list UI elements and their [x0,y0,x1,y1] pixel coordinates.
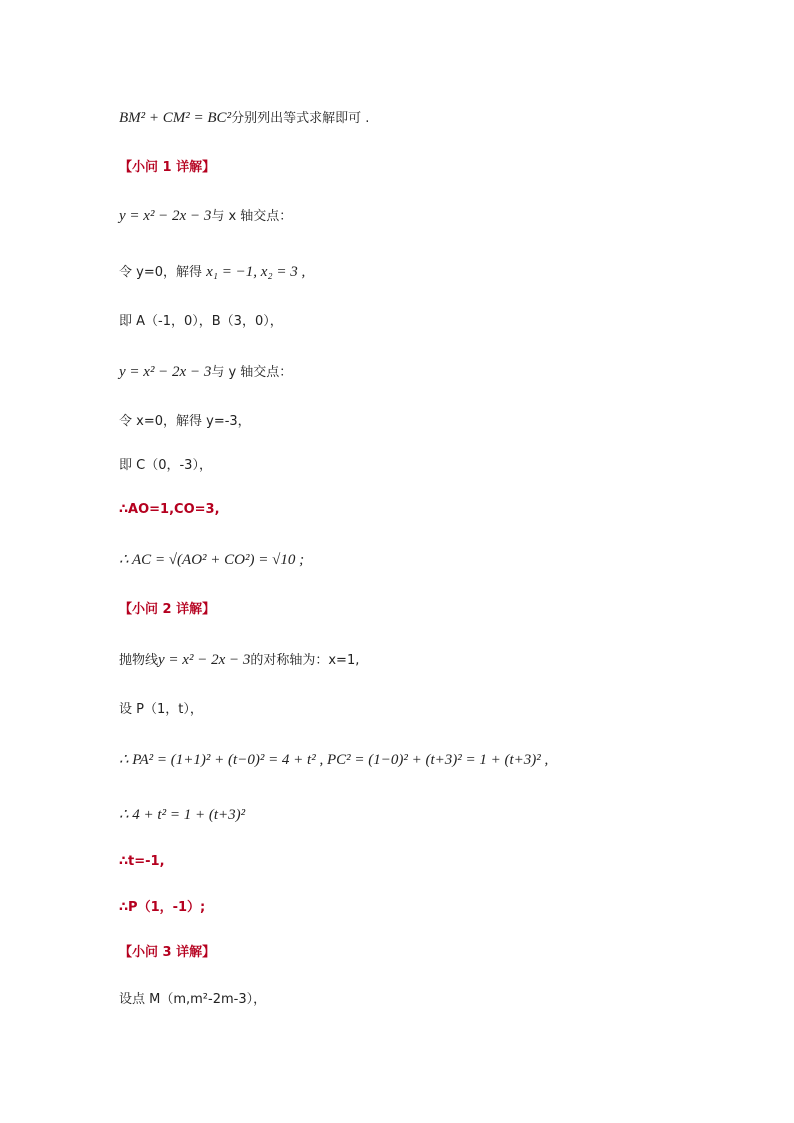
axis-of-symmetry-line [119,650,359,671]
y-intercept-line [119,362,292,383]
equation-line [119,805,245,826]
axis-intro: 抛物线 [119,653,159,668]
parabola-equation: y = x² − 2x − 3 [119,208,212,224]
axis-equation: y = x² − 2x − 3 [158,652,251,668]
t-value-line: ∴t=-1, [119,854,165,869]
solve-y-zero-line [119,262,305,283]
pa-pc-formula: ∴ PA² = (1+1)² + (t−0)² = 4 + t² , PC² = (1−0)² + (t+3)² = 1 + (t+3)² , [119,752,549,768]
ac-formula: ∴ AC = √(AO² + CO²) = √10 ; [119,552,305,568]
points-ab-line: 即 A（-1，0），B（3，0）， [119,314,283,329]
lengths-line: ∴AO=1,CO=3, [119,502,220,517]
heading-part-1: 【小问 1 详解】 [119,160,216,175]
x-axis-text: 与 x 轴交点： [211,209,293,224]
let-y-text: 令 y=0，解得 [119,265,202,280]
axis-text: 的对称轴为：x=1, [250,653,360,668]
t-equation: ∴ 4 + t² = 1 + (t+3)² [119,807,246,823]
heading-part-3: 【小问 3 详解】 [119,945,216,960]
point-p-line: ∴P（1，-1）; [119,900,206,915]
ac-result-line [119,550,304,571]
intro-text: 分别列出等式求解即可 . [231,111,370,126]
y-axis-text: 与 y 轴交点： [211,365,293,380]
point-c-line: 即 C（0，-3）， [119,458,212,473]
intro-line [119,108,369,129]
intro-formula: BM² + CM² = BC² [119,110,232,126]
roots-formula: x₁ = −1, x₂ = 3 , [206,264,306,280]
parabola-equation-2: y = x² − 2x − 3 [119,364,212,380]
set-m-line: 设点 M（m,m²-2m-3）， [119,992,267,1007]
heading-part-2: 【小问 2 详解】 [119,602,216,617]
solve-x-zero-line: 令 x=0，解得 y=-3， [119,414,251,429]
x-intercept-line [119,206,292,227]
pa-pc-line [119,750,548,771]
set-p-line: 设 P（1，t）， [119,702,203,717]
